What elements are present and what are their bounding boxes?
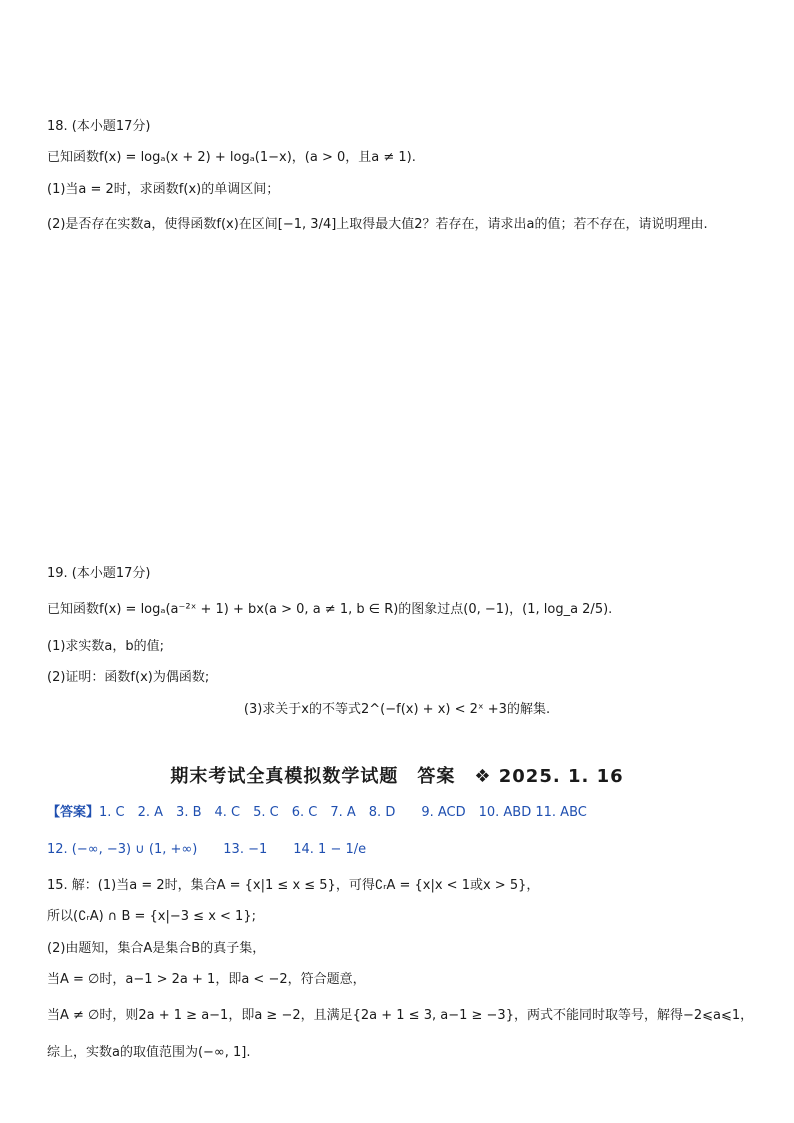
q18-header: 18. (本小题17分)	[47, 119, 151, 134]
q15-line-3: (2)由题知，集合A是集合B的真子集，	[47, 941, 266, 956]
q19-stem: 已知函数f(x) = logₐ(a⁻²ˣ + 1) + bx(a > 0, a ≠ 1, b ∈ R)的图象过点(0, −1)，(1, log_a 2/5).	[47, 602, 613, 617]
q19-part2: (2)证明：函数f(x)为偶函数;	[47, 670, 210, 685]
answer-tag: 【答案】	[47, 805, 100, 820]
answer-row-1	[47, 804, 754, 822]
q19-part1: (1)求实数a，b的值;	[47, 639, 165, 654]
q18-part2: (2)是否存在实数a，使得函数f(x)在区间[−1, 3/4]上取得最大值2？若存在，请求出a的值；若不存在，请说明理由.	[47, 217, 708, 232]
q15-line-5: 当A ≠ ∅时，则2a + 1 ≥ a−1，即a ≥ −2，且满足{2a + 1 ≤ 3, a−1 ≥ −3}，两式不能同时取等号，解得−2⩽a⩽1，	[47, 1008, 754, 1023]
q15-line-4: 当A = ∅时，a−1 > 2a + 1，即a < −2，符合题意，	[47, 972, 366, 987]
q19-header: 19. (本小题17分)	[47, 566, 151, 581]
q18-stem: 已知函数f(x) = logₐ(x + 2) + logₐ(1−x)，(a > 0，且a ≠ 1).	[47, 150, 416, 165]
q15-line-6: 综上，实数a的取值范围为(−∞, 1].	[47, 1045, 251, 1060]
q18-part1: (1)当a = 2时，求函数f(x)的单调区间；	[47, 182, 280, 197]
q15-line-2: 所以(∁ᵣA) ∩ B = {x|−3 ≤ x < 1};	[47, 909, 256, 924]
q19-part3: (3)求关于x的不等式2^(−f(x) + x) < 2ˣ +3的解集.	[243, 702, 551, 717]
q15-line-1: 15. 解：(1)当a = 2时，集合A = {x|1 ≤ x ≤ 5}，可得∁ᵣA = {x|x < 1或x > 5}，	[47, 878, 540, 893]
answer-row-2: 12. (−∞, −3) ∪ (1, +∞) 13. −1 14. 1 − 1/e	[47, 842, 367, 857]
answer-title: 期末考试全真模拟数学试题 答案 ❖ 2025. 1. 16	[170, 766, 624, 787]
answer-list-mc: 1. C 2. A 3. B 4. C 5. C 6. C 7. A 8. D 9. ACD 10. ABD 11. ABC	[99, 805, 587, 820]
